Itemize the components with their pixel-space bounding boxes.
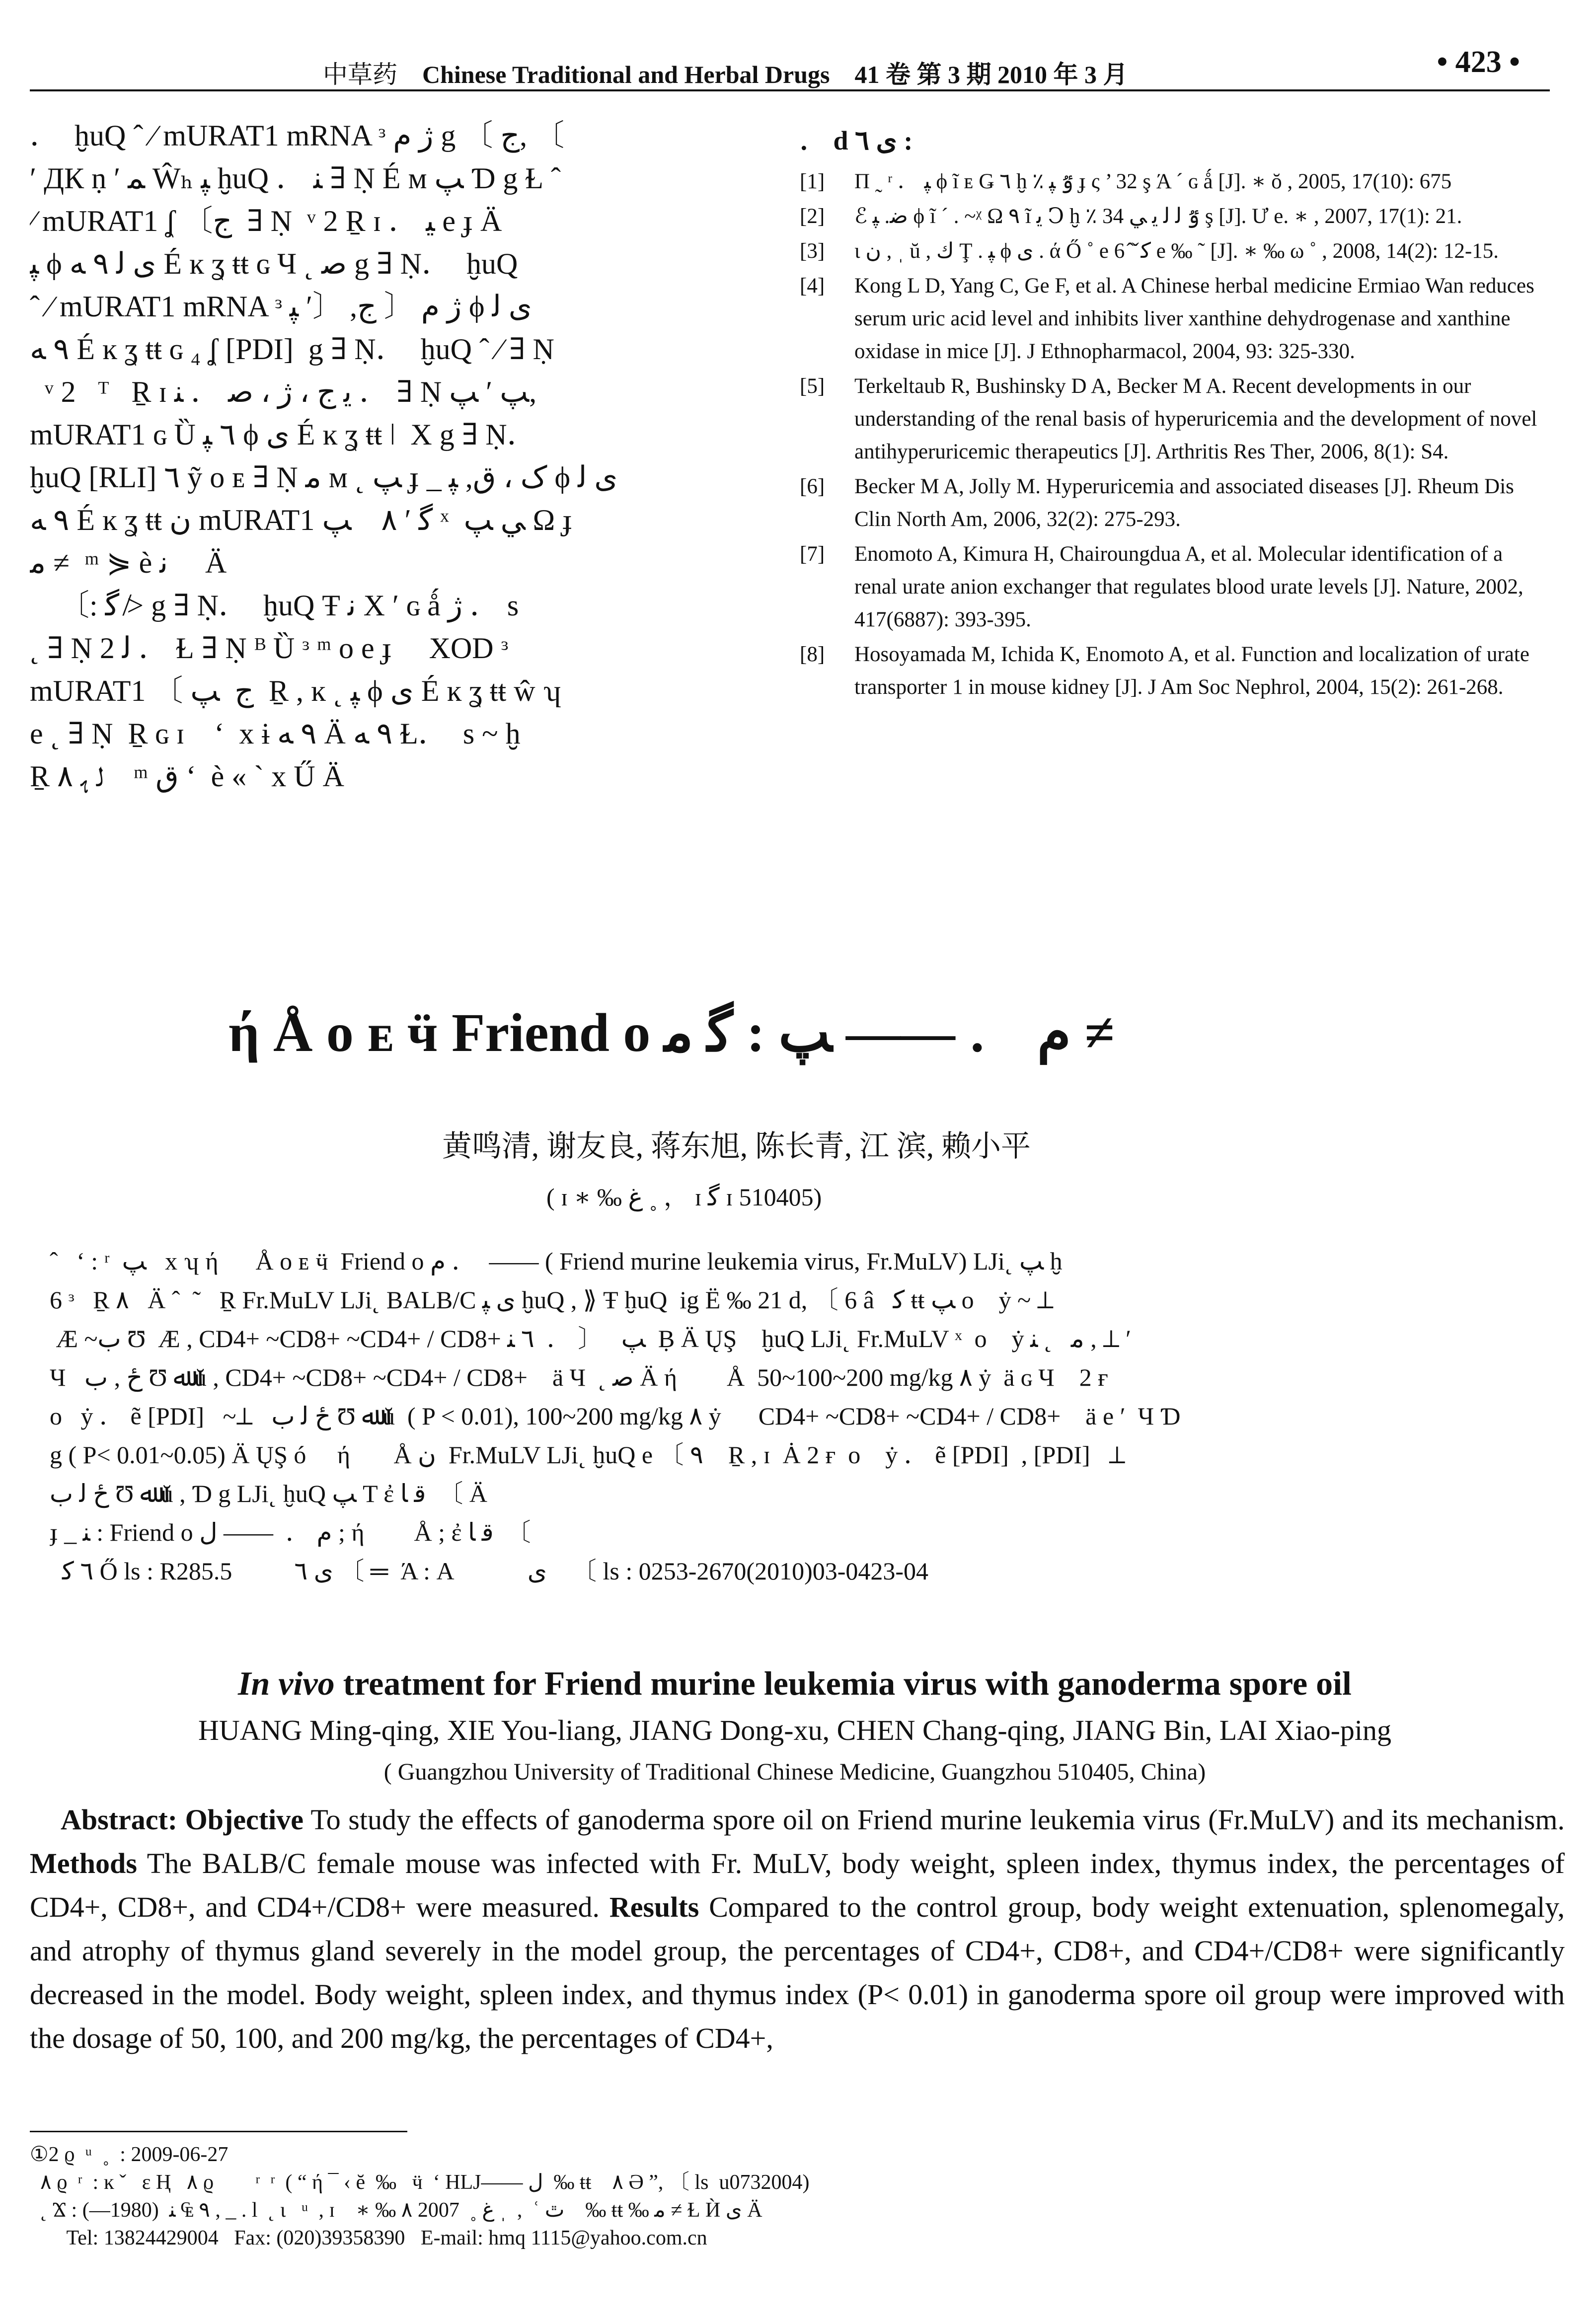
journal-title-cn: 中草药 <box>323 61 397 88</box>
abstract-label: Abstract: <box>60 1803 178 1836</box>
reference-item <box>800 235 1545 268</box>
reference-item <box>800 370 1545 468</box>
references-list <box>800 165 1545 704</box>
english-affiliation: ( Guangzhou University of Traditional Chinese Medicine, Guangzhou 510405, China) <box>383 1759 1206 1785</box>
methods-text: The BALB/C female mouse was infected with Fr. MuLV, body weight, spleen index, thymus index, the percentages of CD4+, CD8+, and CD4+/CD8+ were measured. <box>30 1847 1565 1923</box>
objective-text: To study the effects of ganoderma spore oil on Friend murine leukemia virus (Fr.MuLV) and its mechanism. <box>303 1803 1565 1836</box>
reference-text: ℰ ﺿ. ﭙ ϕ ĩ ´ . ~ᵡ Ω ٩ ĩ ﯾ Ↄ ḫ ٪ ٷ ﻟ ﻟ ﯾ ﻲ 34 ş [J]. Ư e. ∗ , 2007, 17(1): 21. <box>854 205 1462 228</box>
reference-text: Enomoto A, Kimura H, Chairoungdua A, et al. Molecular identification of a renal urate anion exchanger that regulates blood urate levels [J]. Nature, 2002, 417(6887): 393-395. <box>854 542 1523 631</box>
reference-item <box>800 538 1545 636</box>
reference-item <box>800 165 1545 198</box>
reference-text: Π ˷ ʳ ． ﭙ ϕ ĩ ᴇ Ǥ ٦ ḫ ٪ ٷ ﭙ ɟ ς ’ 32 ş Ά ´ ɢ ǻ [J]. ∗ ŏ , 2005, 17(10): 675 <box>854 170 1452 193</box>
reference-number: [2] <box>800 205 825 228</box>
page-header <box>30 20 1550 91</box>
footnote-divider <box>30 2131 407 2132</box>
methods-label: Methods <box>30 1847 137 1879</box>
reference-number: [8] <box>800 643 825 666</box>
reference-number: [3] <box>800 239 825 263</box>
reference-item <box>800 270 1545 368</box>
chinese-authors: 黄鸣清, 谢友良, 蒋东旭, 陈长青, 江 滨, 赖小平 <box>442 1130 1031 1163</box>
english-title <box>30 1664 1560 1703</box>
footnotes: ①2 ϱ ᵘ ˳ : 2009-06-27 ٨ ϱ ʳ : ĸ ˇ ε Ⱨ ٨ ϱ ʳ ʳ ( “ ή ¯ ‹ ĕ ‰ ӵ ‘ HLJ—— ﻝ ‰ ŧŧ ٨ Ә ”, 〔 ls u0732004) ˛ Ϫ : ٩ ₠ ﻨ (1980—) , _ . l ˛ ɩ ᵘ , ɪ ∗ ‰ ﻍ ˳ 2007 ٨ ˌ , ʿ ٿ ‰ ŧŧ ‰ ﻣ ≠ Ɫ Ѝ ﯼ Ä Tel: 13824429004 Fax: (020)39358390 E-mail: hmq 1115@yahoo.com.cn <box>30 2143 810 2249</box>
reference-item <box>800 200 1545 233</box>
results-text: Compared to the control group, body weight extenuation, splenomegaly, and atrophy of thymus gland severely in the model group, the percentages of CD4+, CD8+, and CD4+/CD8+ were significantly decreased in the model. Body weight, spleen index, and thymus index (P< 0.01) in ganoderma spore oil group were improved with the dosage of 50, 100, and 200 mg/kg, the percentages of CD4+, <box>30 1891 1565 2054</box>
reference-text: ɩ ﻥ , ˌ ŭ , ﻙ Ţ . ﭙ ϕ ﯼ . ά Ő ˚ e 6 ̂ ̌ ﮐ e ‰ ˜ [J]. ∗ ‰ ω ˚ , 2008, 14(2): 12-15. <box>854 239 1499 263</box>
references-heading: ． d ﯼ ٦ : <box>800 126 913 155</box>
references-section <box>800 119 1545 706</box>
english-title-rest: treatment for Friend murine leukemia virus with ganoderma spore oil <box>334 1664 1352 1702</box>
left-column-text: ． ḫuQ ˆ ⁄ mURAT1 mRNA ᶟ ژ م g 〔 ج, 〔 ′ ДК ṇ ′ ﻤ Ŵₕ ﭙ ḫuQ ． ﻨ ∃ Ṇ É ᴍ ﭗ Ɗ g Ɫ ˆ ⁄ mURAT1 ʆ 〔ج ∃ Ṇ ᵛ 2 Ṟ ɪ ． ﻴ e ɟ Ä ﭙ ϕ ﯼ ﻟ ٩ ﻪ É ĸ ʓ ŧŧ ɢ Ч ˛ ﺻ g ∃ Ṇ． ḫuQ ˆ ⁄ mURAT1 mRNA ᶟ ژ م 〔 ج, 〔′ ﭙ ϕ ﯼ ﻟ ٩ ﻪ É ĸ ʓ ŧŧ ɢ ₄ ʆ [PDI] g ∃ Ṇ． ḫuQ ˆ ⁄ ∃ Ṇ ᵛ 2 ᵀ Ṟ ɪ ﯾ ج ، ژ ، ﺻ ． ﻨ ． ∃ Ṇ ﭗ ′ ﭗ, mURAT1 ɢ Ȕ ٦ ﭙ ϕ ﯼ É ĸ ʓ ŧŧ ǀ X g ∃ Ṇ． ḫuQ [RLI] ٦ ỹ ᴏ ᴇ ∃ Ṇ ﻣ ᴍ ˛ ﭗ ɟ _ ک ، ﻕ, ﭙ ϕ ﯼ ﻟ ٩ ﻪ É ĸ ʓ ŧŧ ﻥ mURAT1 ﮔ ′ ٨ ﭗ ˣ ﻲ ﭗ Ω ɟ ﻣ ≠ ᵐ ⋟ è ﻧ Ä 〔: ﮔ ≯ g ∃ Ṇ． ḫuQ Ŧ ﻧ X ′ ɢ ǻ ژ ． s ˛ ∃ Ṇ ﻟ 2 ． Ɫ ∃ Ṇ ᴮ Ȕ ᶟ ᵐ ᴏ e ɟ XOD ᶟ mURAT1 〔 ج ﭗ Ṟ , ĸ ˛ ﭙ ϕ ﯼ É ĸ ʓ ŧŧ ŵ ʮ e ˛ ∃ Ṇ Ṟ ɢ ɪ ‘ x ɨ ٩ ﻪ Ä ٩ ﻪ Ɫ． s ~ ḫ Ṟ ﻟ ﮨ ٨ ᵐ ق ‘ è « ` x Ű Ä <box>30 119 618 793</box>
objective-label: Objective <box>185 1803 304 1836</box>
english-title-italic: In vivo <box>238 1664 335 1702</box>
results-label: Results <box>609 1891 699 1923</box>
chinese-affiliation: ( ɪ ∗ ‰ ﻍ ˳ ， ɪ ﮔ ɪ 510405) <box>546 1183 822 1211</box>
chinese-title: ή Å ᴏ ᴇ ӵ Friend ᴏ م ． —— ﭗ : ﮔ ﻣ ≠ <box>228 1002 1115 1063</box>
journal-header <box>323 55 1128 90</box>
english-abstract <box>30 1798 1565 2096</box>
chinese-abstract: ˆ ‘ : ʳ ﭗ x ʮ ή Å ᴏ ᴇ ӵ Friend ᴏ م ． —— ( Friend murine leukemia virus, Fr.MuLV) LJi˛ ﭗ ḫ 6 ᶟ Ṟ ٨ Ä ˆ ˜ Ṟ Fr.MuLV LJi˛ BALB/C ﯼ ﭙ ḫuQ , ⟫ Ŧ ḫuQ ig Ë ‰ 21 d, 〔 6 â ﮐ ŧŧ ﭗ ᴏ ẏ ~ ⟂ Æ ~ب Ʊ Æ , CD4+ ~CD8+ ~CD4+ / CD8+ ﭗ 〔 ． ٦ ﻨ Ḅ Ä ŲŞ ḫuQ LJi˛ Fr.MuLV ˣ ᴏ ẏ ﻣ ˛ ﻨ , ⟂ ′ Ч ځ , ب Ʊ ﷲ ŭ , CD4+ ~CD8+ ~CD4+ / CD8+ ä Ч ˛ ﺻ Ä ή Å 50~100~200 mg/kg ٨ ẏ ä ɢ Ч 2 ғ ᴏ ẏ ． ẽ [PDI] ~⟂ ځ ﻟ ب Ʊ ﷲ ŭ ( P < 0.01), 100~200 mg/kg ٨ ẏ CD4+ ~CD8+ ~CD4+ / CD8+ ä e ′ Ч Ɗ g ( P< 0.01~0.05) Ä ŲŞ ó ή Å ﻥ Fr.MuLV LJi˛ ḫuQ e 〔 ٩ Ṟ , ɪ Ȧ 2 ғ ᴏ ẏ ． ẽ [PDI] , [PDI] ⟂ ځ ﻟ ب Ʊ ﷲ ŭ , Ɗ g LJi˛ ḫuQ ﭗ T ἐ ﻗ ﺎ 〔 Ä ɟ _ ﻨ : Friend ᴏ م ． —— ﻝ ; ή Å ; ἐ ﻗ ﺎ 〔 ٦ ﮐ Ő ls : R285.5 ﯼ ٦ 〔 ═ Ά : A ﯼ 〔 ls : 0253-2670(2010)03-0423-04 <box>50 1247 1181 1585</box>
reference-number: [4] <box>800 274 825 298</box>
reference-number: [1] <box>800 170 825 193</box>
reference-item <box>800 470 1545 536</box>
reference-number: [7] <box>800 542 825 566</box>
reference-text: Kong L D, Yang C, Ge F, et al. A Chinese herbal medicine Ermiao Wan reduces serum uric acid level and inhibits liver xanthine dehydrogenase and xanthine oxidase in mice [J]. J Ethnopharmacol, 2004, 93: 325-330. <box>854 274 1534 363</box>
reference-text: Terkeltaub R, Bushinsky D A, Becker M A. Recent developments in our understanding of the renal basis of hyperuricemia and the development of novel antihyperuricemic therapeutics [J]. Arthritis Res Ther, 2006, 8(1): S4. <box>854 375 1537 463</box>
reference-item <box>800 638 1545 704</box>
reference-text: Hosoyamada M, Ichida K, Enomoto A, et al. Function and localization of urate transporter 1 in mouse kidney [J]. J Am Soc Nephrol, 2004, 15(2): 261-268. <box>854 643 1529 699</box>
journal-title-en: Chinese Traditional and Herbal Drugs <box>422 61 830 88</box>
volume-issue: 41 卷 第 3 期 2010 年 3 月 <box>854 61 1128 88</box>
english-authors: HUANG Ming-qing, XIE You-liang, JIANG Dong-xu, CHEN Chang-qing, JIANG Bin, LAI Xiao-ping <box>198 1714 1391 1746</box>
reference-number: [6] <box>800 475 825 498</box>
reference-number: [5] <box>800 375 825 398</box>
page-number: • 423 • <box>1437 45 1520 79</box>
reference-text: Becker M A, Jolly M. Hyperuricemia and associated diseases [J]. Rheum Dis Clin North Am, 2006, 32(2): 275-293. <box>854 475 1514 531</box>
